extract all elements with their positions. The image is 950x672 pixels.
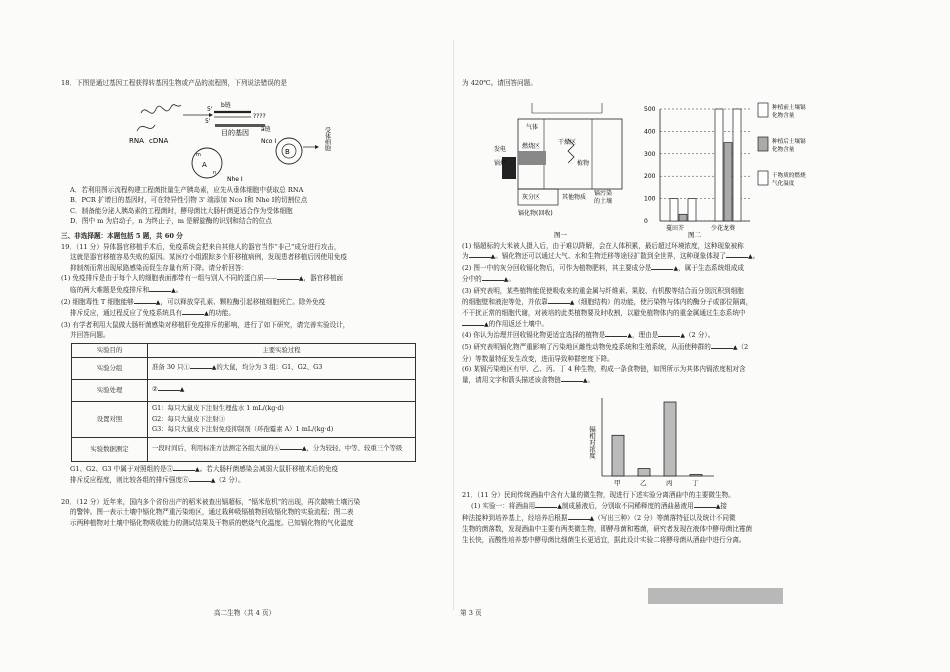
fig1-gas: 气体 [526,123,539,131]
q19-2d: 的功能。 [208,309,236,318]
fig-m: m [196,151,201,158]
table-head-process: 主要实验过程 [148,343,416,357]
fig2-legend [758,103,806,187]
q18-option-d: D．图中 m 为启动子，n 为终止子，m 是解旋酶的识别和结合的位点 [70,217,272,226]
fig-5prime-2: 5' [205,117,211,125]
fig2-legend-swatch [758,171,768,185]
fig-n: n [213,169,217,176]
fig1-ash: 灰分区 [522,193,541,201]
q19-stem-1: 19．（11 分）异体器官移植手术后，免疫系统会把来自其他人的器官当作“非己”成分进行攻击， [61,242,341,251]
section-heading: 三、非选择题：本题包括 5 题，共 60 分 [61,231,183,240]
fig1-gen2: 锅炉 [494,159,507,167]
q19-stem-2: 这就是器官移植容易失败的原因。某医疗小组跟踪多个肝移植病例，发现患者移植后因使用免疫 [70,253,347,262]
table-row-grouping: 实验分组 [72,357,148,379]
q20-figures [462,89,814,241]
fig2-ytick: 100 [644,195,656,203]
fig2-bar [679,214,687,221]
fig2-legend-label: 种植前土壤镉 [772,104,806,111]
q20-5a: (5) 研究表明镉化物严重影响了污染地区雌性动物免疫系统和生殖系统，从而使种群的 [462,342,711,351]
bar-label: 丁 [692,479,699,488]
q20-stem-3: 示两种植物对土壤中镉化物吸收能力的测试结果及干物质的燃烧气化温度。已知镉化物的气化温度 [70,518,354,527]
table-head-purpose: 实验目的 [72,343,148,357]
q20-3c: （细胞结构）的功能，使污染物与体内的酶分子或部位隔离， [574,297,753,306]
q21-2b: 制成悬液后，分别取不同稀释度的酒曲悬液用 [561,501,694,510]
fig2-ytick: 300 [644,150,656,158]
gene-engineering-diagram [101,91,351,183]
table-row-treatment: 实验处理 [72,379,148,401]
bar-label: 乙 [640,479,647,488]
q20-4b: ，理由是 [631,331,659,340]
fig2-legend-swatch [758,103,768,117]
fig2-legend-label: 种植后土壤镉 [772,138,806,145]
fig-host-cell: 受体细胞 [323,126,331,151]
bar-0 [612,436,624,477]
bar-3 [690,475,702,476]
q18-figure [101,91,351,181]
page-fold [453,40,454,610]
fig-cdna: cDNA [149,136,169,145]
fig2-bar [733,109,741,221]
fig2-ytick: 0 [644,217,648,225]
q20-5b: （2 [737,342,749,351]
fig-a-chain: a链 [261,125,271,133]
q19-1a: (1) 免疫排斥是由于每个人的细胞表面都带有一组与别人不同的蛋白质—— [61,274,277,283]
q20-1c: 。镉化物还可以通过大气、水和生物迁移等途径扩散到全世界，这种现象体现了 [495,252,726,261]
q20-1b: 为 [462,252,469,261]
q20-stem-2: 的警钟。图一表示土壤中镉化物严重污染地区，通过栽种吸镉植物回收镉化物的实验流程；图二表 [70,508,354,517]
fig2-xtick: 少花龙葵 [711,224,736,232]
experiment-table: 实验目的 主要实验过程 实验分组 准备 30 只① ▲的大鼠，均分为 3 组：G1、G2、G3 实验处理 ② ▲ 设置对照 G1：每只大鼠皮下注射生理盐水 1 mL/(kg·d) G2：每只大鼠皮下注射③ G3：每只大鼠皮下注射免疫抑制剂（环孢霉素 A）1 mL/(kg·d) 实验数据测定 一段时间后，利用标准方法测定各组大鼠的④ ▲，分为较轻、中等、较重三个等级 [71,343,416,462]
q21-2c: 接 [720,501,727,510]
fig2-caption: 图二 [688,230,701,239]
fig-b-chain: b链 [221,101,231,109]
q20-3e: 的作用返还土壤中。 [488,319,548,328]
q20-4a: (4) 你认为治理并回收镉化物更适宜选择的植物是 [462,331,606,340]
fig2-legend-label-2: 化物含量 [772,112,795,119]
q19-2a: (2) 细胞毒性 T 细胞能够 [61,297,134,306]
left-column: 18．下图是通过基因工程获得转基因生物或产品的流程图，下列说法错误的是 b链 5' ???? 5' RNA cDNA 目的基因 a链 Nco Ⅰ A m n Nhe Ⅰ B 受体细胞 A．若利用图示流程构建工程菌批量生产胰岛素，应先从垂体细胞中获取总 RNA B．PCR 扩增目的基因时，可在特异性引物 3' 端添加 Nco Ⅰ和 Nhe Ⅰ的切割位点 C．制备能分泌人胰岛素的工程菌时，酵母菌比大肠杆菌更适合作为受体细胞 D．图中 m 为启动子，n 为终止子，m 是解旋酶的识别和结合的位点 三、非选择题：本题包括 5 题，共 60 分 19．（11 分）异体器官移植手术后，免疫系统会把来自其他人的器官当作“非己”成分进行攻击， 这就是器官移植容易失败的原因。某医疗小组跟踪多个肝移植病例，发现患者移植后因使用免疫 抑制剂而常出现尿路感染而促生存量有所下降。请分析回答： (1) 免疫排斥是由于每个人的细胞表面都带有一组与别人不同的蛋白质—— ▲，器官移植面 临的两大难题是免疫排斥和 ▲。 (2) 细胞毒性 T 细胞能够 ▲，可以释放穿孔素、颗粒酶引起移植细胞死亡。除外免疫 排斥反应，通过程反应了免疫系统具有 ▲的功能。 (3) 有学者利用大鼠做大肠杆菌感染对移植肝免疫排斥的影响，进行了如下研究，请完善实验设计， 并回答问题。 实验目的 主要实验过程 实验分组 准备 30 只① ▲的大鼠，均分为 3 组：G1、G2、G3 实验处理 ② ▲ 设置对照 G1：每只大鼠皮下注射生理盐水 1 mL/(kg·d) G2：每只大鼠皮下注射③ G3：每只大鼠皮下注射免疫抑制剂（环孢霉素 A）1 mL/(kg·d) 实验数据测定 一段时间后，利用标准方法测定各组大鼠的④ ▲，分为较轻、中等、较重三个等级 G1、G2、G3 中属于对照组的是⑤ ▲。若大肠杆菌感染会减弱大鼠肝移植术后的免疫 排斥反应程度，则比较各组的排斥强度⑥ ▲（2 分）。 20．（12 分）近年来，国内多个省份出产的稻米被查出镉超标，“镉米危机”的出现，再次敲响土壤污染 的警钟。图一表示土壤中镉化物严重污染地区，通过栽种吸镉植物回收镉化物的实验流程；图二表 示两种植物对土壤中镉化物吸收能力的测试结果及干物质的燃烧气化温度。已知镉化物的气化温度 [61,78,439,528]
table-cell-group-b: 的大鼠，均分为 3 组：G1、G2、G3 [216,363,323,372]
fig-nco: Nco Ⅰ [261,137,277,145]
fig2-ytick: 200 [644,172,656,180]
q18-stem: 18．下图是通过基因工程获得转基因生物或产品的流程图，下列说法错误的是 [61,79,287,87]
q21-5: 生长快，而酸性培养基中酵母菌比细菌生长更适宜，据此设计实验二将酵母菌从酒曲中进行分离。 [462,535,746,544]
q20-6b: 量，请用文字和箭头描述该食物链 [462,375,561,384]
fig1-soil1: 镉污染 [594,189,613,197]
table-row-control: 设置对照 [72,401,148,437]
q19-tail-1: G1、G2、G3 中属于对照组的是⑤ [70,464,174,473]
fig2-bar [670,198,678,220]
food-chain-chart [462,386,814,490]
fig2-bar [688,198,696,220]
q18-option-a: A．若利用图示流程构建工程菌批量生产胰岛素，应先从垂体细胞中获取总 RNA [70,185,304,194]
fig-target-gene: 目的基因 [221,128,249,137]
q20-3a: (3) 研究表明，某些植物能促使吸收来的重金属与纤维素、果胶、有机酸等结合而分别沉积到细胞 [462,286,744,295]
q21-1: 21．（11 分）民间传统酒曲中含有大量的微生物，现进行下述实验分离酒曲中的主要微生物。 [462,491,735,500]
q20-2a: (2) 图一中的灰分回收镉化物后，可作为植物肥料，其主要成分是 [462,263,652,272]
fig2-legend-swatch [758,137,768,151]
q19-tail-1b: 。若大肠杆菌感染会减弱大鼠肝移植术后的免疫 [199,464,339,473]
figure-two-chart [644,106,750,232]
q18-option-c: C．制备能分泌人胰岛素的工程菌时，酵母菌比大肠杆菌更适合作为受体细胞 [70,206,293,215]
q20-3b: 的细胞壁和液泡等处，并依靠 [462,297,548,306]
q20-4c: （2 分）。 [684,331,715,340]
q19-stem-3: 抑制剂而常出现尿路感染而促生存量有所下降。请分析回答： [70,263,249,272]
fig2-legend-label-2: 化物含量 [772,146,795,153]
fig1-combustion: 燃烧区 [522,142,541,150]
fig1-gen1: 发电 [494,145,507,153]
q21-4: 生物的菌落数，发现酒曲中主要有两类微生物，即酵母菌和霉菌，研究者发现在液体中酵母菌比霉菌 [462,525,753,534]
fig1-caption: 图一 [554,230,567,239]
q20-2c: 分中的 [462,275,482,284]
q18-option-b: B．PCR 扩增目的基因时，可在特异性引物 3' 端添加 Nco Ⅰ和 Nhe Ⅰ的切割位点 [70,196,308,205]
redaction-box [648,588,783,604]
table-cell-measure-b: ，分为较轻、中等、较重三个等级 [306,444,403,453]
q19-2c: 排斥反应，通过程反应了免疫系统具有 [70,309,183,318]
q19-tail-2b: （2 分）。 [215,476,245,485]
fig1-dry: 干燥区 [558,138,577,146]
fig-nhe: Nhe Ⅰ [227,175,243,183]
table-row-measure: 实验数据测定 [72,437,148,461]
fig1-plant: 植物 [577,159,590,167]
q21-2a: (1) 实验一：将酒曲用 [471,501,536,510]
fig2-ytick: 500 [644,105,656,113]
bar-label: 丙 [666,479,673,488]
table-cell-control: G1：每只大鼠皮下注射生理盐水 1 mL/(kg·d) G2：每只大鼠皮下注射③ G3：每只大鼠皮下注射免疫抑制剂（环孢霉素 A）1 mL/(kg·d) [148,401,416,437]
q20-1a: (1) 镉超标的大米被人摄入后，由于难以降解，会在人体积累，最后超过环境浓度，这种现象被称 [462,241,744,250]
fig-rna: RNA [129,136,144,145]
q20-continue: 为 420℃。请回答问题。 [462,79,537,87]
fig-unknown: ???? [253,112,266,120]
fig2-xtick: 蔓田芥 [666,224,685,232]
fig-label-b: B [285,147,290,156]
fig1-other: 其他物质 [562,193,587,201]
fig2-bar [724,142,732,220]
q21-3a: 种法接种到培养基上，经培养后根据 [462,513,568,522]
q19-2b: ，可以释放穿孔素、颗粒酶引起移植细胞死亡。除外免疫 [160,297,326,306]
fig1-soil2: 的土壤 [594,197,613,205]
table-cell-group-a: 准备 30 只① [152,363,190,372]
footer-left: 高二生物（共 4 页） [214,609,276,617]
right-column: 为 420℃。请回答问题。 气体 燃烧区 干燥区 发电 锅炉 植物 灰分区 其他物质 镉污染 的土壤 镉化物(回收) 图一 500 400 300 200 100 0 蔓田芥 少花龙葵 图二 种植前土壤镉 化物含量 种植后土壤镉 化物含量 干物质的燃烧 气化温度 (1) 镉超标的大米被人摄入后，由于难以降解，会在人体积累，最后超过环境浓度，这种现象被称 为 ▲。镉化物还可以通过大气、水和生物迁移等途径扩散到全世界，这种现象体现了 ▲。 (2) 图一中的灰分回收镉化物后，可作为植物肥料，其主要成分是 ▲，属于生态系统组成成 分中的 ▲。 (3) 研究表明，某些植物能促使吸收来的重金属与纤维素、果胶、有机酸等结合而分别沉积到细胞 的细胞壁和液泡等处，并依靠 ▲（细胞结构）的功能，使污染物与体内的酶分子或部位隔离， 不干扰正常的细胞代谢，对被培的此类植物要及时收割，以避免植物体内的重金属通过生态系统中 ▲的作用返还土壤中。 (4) 你认为治理并回收镉化物更适宜选择的植物是 ▲，理由是 ▲（2 分）。 (5) 研究表明镉化物严重影响了污染地区雌性动物免疫系统和生殖系统，从而使种群的 ▲（2 分）等数量特征发生改变，进而导致种群密度下降。 (6) 某镉污染地区有甲、乙、丙、丁 4 种生物，构成一条食物链，如图所示为其体内镉浓度相对含 量，请用文字和箭头描述该食物链 ▲。 镉相对浓度 甲 乙 丙 丁 21．（11 分）民间传统酒曲中含有大量的微生物，现进行下述实验分离酒曲中的主要微生物。 (1) 实验一：将酒曲用 ▲制成悬液后，分别取不同稀释度的酒曲悬液用 ▲接 种法接种到培养基上，经培养后根据 ▲（写出三种）（2 分）等菌落特征以及统计不同微 生物的菌落数，发现酒曲中主要有两类微生物，即酵母菌和霉菌，研究者发现在液体中酵母菌比霉菌 生长快，而酸性培养基中酵母菌比细菌生长更适宜，据此设计实验二将酵母菌从酒曲中进行分离。 [462,78,814,545]
fig-label-a: A [202,160,207,169]
q19-tail-2: 排斥反应程度，则比较各组的排斥强度⑥ [70,476,189,485]
q19-1b: ，器官移植面 [303,274,344,283]
bar-ylabel: 镉相对浓度 [588,426,596,459]
fig2-legend-label-2: 气化温度 [772,180,795,187]
footer-center: 第 3 页 [460,609,482,617]
q20-3d: 不干扰正常的细胞代谢，对被培的此类植物要及时收割，以避免植物体内的重金属通过生态系统中 [462,309,746,318]
q20-stem-1: 20．（12 分）近年来，国内多个省份出产的稻米被查出镉超标，“镉米危机”的出现，再次敲响土壤污染 [61,497,361,506]
fig2-ytick: 400 [644,127,656,135]
q21-3b: （写出三种）（2 分）等菌落特征以及统计不同微 [594,513,736,522]
q19-3a: (3) 有学者利用大鼠做大肠杆菌感染对移植肝免疫排斥的影响，进行了如下研究，请完善实验设计， [61,320,350,329]
fig2-legend-label: 干物质的燃烧 [772,172,806,179]
q20-5c: 分）等数量特征发生改变，进而导致种群密度下降。 [462,354,614,363]
q20-6a: (6) 某镉污染地区有甲、乙、丙、丁 4 种生物，构成一条食物链，如图所示为其体内镉浓度相对含 [462,365,746,374]
q19-1c: 临的两大难题是免疫排斥和 [70,285,150,294]
table-cell-measure-a: 一段时间后，利用标准方法测定各组大鼠的④ [152,444,280,453]
bar-2 [664,402,676,476]
q20-2b: ，属于生态系统组成成 [678,263,745,272]
figure-one-flow [462,89,814,241]
fig-5prime: 5' [207,105,213,113]
q19-3b: 并回答问题。 [70,331,110,340]
cadmium-bar-chart [462,386,814,490]
table-cell-treatment: ② [152,385,158,394]
bar-label: 甲 [614,479,621,488]
fig2-bar [715,109,723,221]
fig1-recycle: 镉化物(回收) [518,209,553,217]
bar-1 [638,469,650,476]
